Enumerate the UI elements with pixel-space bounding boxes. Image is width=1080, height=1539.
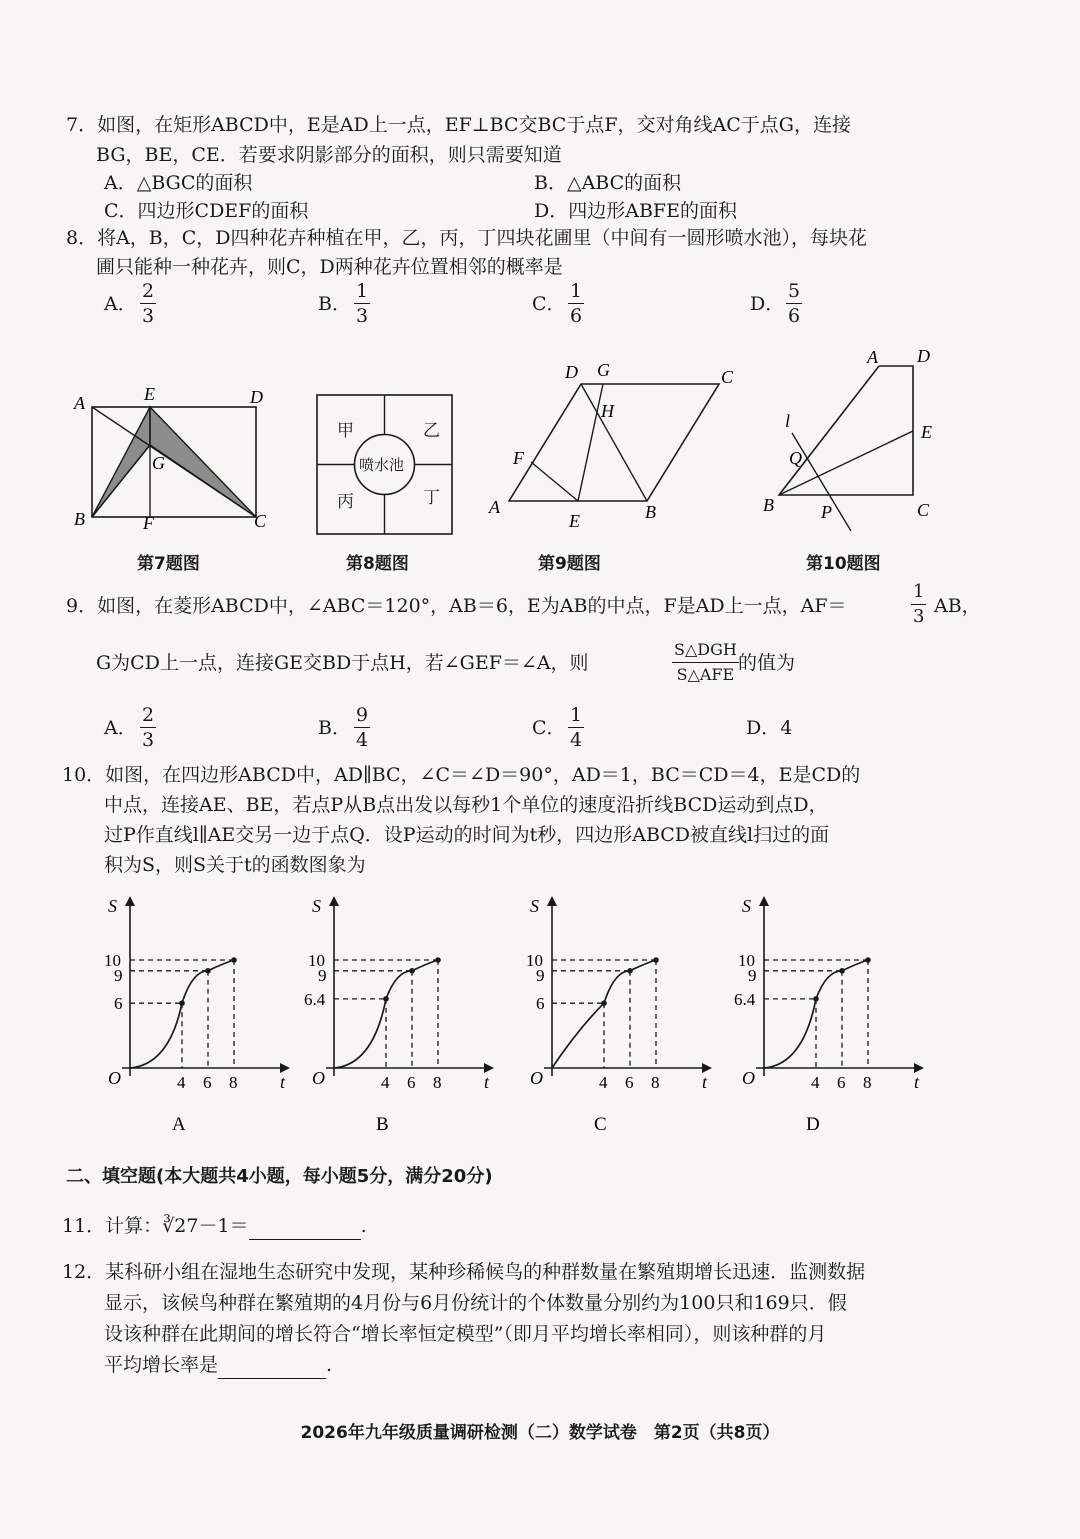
axis-label-s: S (312, 896, 321, 916)
q11-answer-blank (249, 1213, 361, 1240)
q7-line1: 7．如图，在矩形ABCD中，E是AD上一点，EF⊥BC交BC于点F，交对角线AC于点G，连接 (66, 114, 851, 136)
q9-line1: 9．如图，在菱形ABCD中，∠ABC＝120°，AB＝6，E为AB的中点，F是AD上一点，AF＝ (66, 595, 847, 617)
x-tick-4: 4 (599, 1073, 608, 1092)
svg-text:F: F (513, 448, 524, 468)
y-tick-9: 9 (318, 965, 327, 985)
graph-A (104, 896, 290, 1135)
x-tick-6: 6 (837, 1073, 846, 1092)
q9-option-c-label: C． (532, 717, 566, 739)
q10-graphs (0, 890, 1000, 1140)
x-tick-4: 4 (811, 1073, 820, 1092)
curve-point (383, 996, 389, 1002)
graph-option-label: A (172, 1114, 186, 1135)
axis-label-t: t (914, 1072, 920, 1092)
q9-option-d: D．4 (746, 717, 793, 739)
y-tick-mid: 6.4 (734, 989, 756, 1009)
q9-option-b-label: B． (318, 717, 351, 739)
y-tick-10: 10 (526, 951, 543, 970)
x-tick-4: 4 (381, 1073, 390, 1092)
x-tick-4: 4 (177, 1073, 186, 1092)
y-tick-9: 9 (748, 965, 757, 985)
q11-prefix: 11．计算： (62, 1215, 163, 1237)
svg-text:A: A (867, 347, 878, 367)
figure-7 (70, 383, 270, 533)
curve-point (231, 957, 237, 963)
y-tick-9: 9 (536, 965, 545, 985)
svg-text:G: G (152, 453, 165, 473)
q9-line1-tail: AB， (934, 595, 981, 617)
graph-option-label: D (806, 1114, 820, 1135)
svg-text:B: B (74, 509, 85, 529)
curve-point (653, 957, 659, 963)
y-tick-10: 10 (104, 951, 121, 970)
svg-text:C: C (721, 367, 734, 387)
q12-line1: 12．某科研小组在湿地生态研究中发现，某种珍稀候鸟的种群数量在繁殖期增长迅速．监测数据 (62, 1261, 866, 1283)
svg-text:D: D (250, 387, 263, 407)
y-axis-arrow (329, 896, 339, 906)
origin-label: O (108, 1068, 121, 1088)
axis-label-s: S (530, 896, 539, 916)
q9-option-c-fraction: $\frac{1}{4}$ (570, 704, 583, 751)
q8-option-c-label: C． (532, 293, 566, 315)
svg-text:G: G (597, 360, 610, 380)
graph-D (734, 896, 924, 1135)
graph-C (526, 896, 712, 1135)
y-axis-arrow (759, 896, 769, 906)
section-2-title: 二、填空题(本大题共4小题，每小题5分，满分20分) (66, 1166, 493, 1187)
q12-line4-text: 平均增长率是 (104, 1354, 219, 1376)
q11-period: . (360, 1215, 367, 1237)
q12-line2: 显示，该候鸟种群在繁殖期的4月份与6月份统计的个体数量分别约为100只和169只．假 (104, 1292, 847, 1314)
y-tick-mid: 6 (114, 994, 123, 1014)
q8-line1: 8．将A，B，C，D四种花卉种植在甲，乙，丙，丁四块花圃里（中间有一圆形喷水池），每块花 (66, 227, 868, 249)
q8-line2: 圃只能种一种花卉，则C，D两种花卉位置相邻的概率是 (96, 256, 563, 278)
q8-option-d-fraction: $\frac{5}{6}$ (788, 280, 801, 327)
axis-label-s: S (742, 896, 751, 916)
svg-text:Q: Q (789, 448, 802, 468)
graph-option-label: B (376, 1114, 389, 1135)
figure-9-caption: 第9题图 (538, 554, 601, 574)
q12-period: . (326, 1354, 333, 1376)
q9-line2-tail: 的值为 (738, 652, 796, 674)
q8-option-c-fraction: $\frac{1}{6}$ (570, 280, 583, 327)
q11-question (62, 1213, 367, 1240)
x-tick-6: 6 (203, 1073, 212, 1092)
y-tick-mid: 6.4 (304, 989, 326, 1009)
svg-text:A: A (74, 393, 85, 413)
y-tick-9: 9 (114, 965, 123, 985)
curve (764, 960, 868, 1068)
curve (334, 960, 438, 1068)
graph-option-label: C (594, 1114, 607, 1135)
x-tick-8: 8 (651, 1073, 660, 1092)
axis-label-t: t (484, 1072, 490, 1092)
q10-line4: 积为S，则S关于t的函数图象为 (104, 854, 366, 876)
q7-option-c: C．四边形CDEF的面积 (104, 200, 309, 222)
q7-line2: BG，BE，CE．若要求阴影部分的面积，则只需要知道 (96, 144, 562, 166)
figure-8-caption: 第8题图 (346, 554, 409, 574)
figure-8-fountain-label: 喷水池 (359, 456, 405, 474)
curve-point (435, 957, 441, 963)
y-axis-arrow (547, 896, 557, 906)
q8-option-b-fraction: $\frac{1}{3}$ (356, 280, 369, 327)
q8-option-a-fraction: $\frac{2}{3}$ (142, 280, 155, 327)
q8-option-b-label: B． (318, 293, 351, 315)
figure-8-cell-jia: 甲 (337, 421, 354, 441)
curve-point (205, 968, 211, 974)
figure-8-cell-ding: 丁 (423, 488, 440, 508)
q8-option-d-label: D． (750, 293, 785, 315)
curve-point (627, 968, 633, 974)
svg-text:P: P (821, 502, 832, 522)
curve-point (409, 968, 415, 974)
x-tick-8: 8 (433, 1073, 442, 1092)
q10-line2: 中点，连接AE、BE，若点P从B点出发以每秒1个单位的速度沿折线BCD运动到点D， (104, 794, 828, 816)
svg-text:l: l (785, 411, 791, 431)
x-tick-8: 8 (863, 1073, 872, 1092)
svg-text:A: A (489, 497, 500, 517)
origin-label: O (312, 1068, 325, 1088)
y-tick-mid: 6 (536, 994, 545, 1014)
curve-point (865, 957, 871, 963)
q12-line4 (104, 1352, 332, 1379)
figure-8-cell-bing: 丙 (337, 492, 354, 512)
curve-point (179, 1000, 185, 1006)
q12-line3: 设该种群在此期间的增长符合“增长率恒定模型”（即月平均增长率相同），则该种群的月 (104, 1323, 827, 1345)
q12-answer-blank (218, 1352, 326, 1379)
curve-point (839, 968, 845, 974)
svg-text:B: B (645, 502, 656, 522)
q11-expression: ∛27－1＝ (162, 1215, 249, 1237)
q10-line3: 过P作直线l∥AE交另一边于点Q．设P运动的时间为t秒，四边形ABCD被直线l扫过的面 (104, 824, 830, 846)
q9-option-a-label: A． (104, 717, 137, 739)
q9-area-ratio: S△DGH S△AFE (674, 640, 737, 684)
x-tick-6: 6 (625, 1073, 634, 1092)
q7-option-a: A．△BGC的面积 (104, 172, 253, 194)
figure-10 (755, 343, 955, 533)
q7-option-d: D．四边形ABFE的面积 (534, 200, 737, 222)
x-tick-6: 6 (407, 1073, 416, 1092)
svg-text:C: C (254, 511, 267, 531)
svg-text:E: E (921, 422, 932, 442)
q7-option-b: B．△ABC的面积 (534, 172, 682, 194)
axis-label-s: S (108, 896, 117, 916)
axis-label-t: t (280, 1072, 286, 1092)
page-footer: 2026年九年级质量调研检测（二）数学试卷 第2页（共8页） (300, 1423, 780, 1443)
svg-text:E: E (569, 511, 580, 531)
origin-label: O (742, 1068, 755, 1088)
svg-text:D: D (917, 346, 930, 366)
figure-7-caption: 第7题图 (137, 554, 200, 574)
q10-line1: 10．如图，在四边形ABCD中，AD∥BC，∠C＝∠D＝90°，AD＝1，BC＝CD＝4，E是CD的 (62, 764, 861, 786)
origin-label: O (530, 1068, 543, 1088)
svg-text:D: D (565, 362, 578, 382)
q9-af-fraction: $\frac{1}{3}$ (913, 581, 925, 627)
figure-9 (485, 356, 745, 536)
q9-option-a-fraction: $\frac{2}{3}$ (142, 704, 155, 751)
x-tick-8: 8 (229, 1073, 238, 1092)
svg-text:F: F (143, 513, 154, 533)
figure-10-caption: 第10题图 (806, 554, 881, 574)
curve-point (813, 996, 819, 1002)
graph-B (304, 896, 494, 1135)
y-tick-10: 10 (738, 951, 755, 970)
q9-line2: G为CD上一点，连接GE交BD于点H，若∠GEF＝∠A，则 (96, 652, 589, 674)
svg-text:H: H (601, 401, 614, 421)
axis-label-t: t (702, 1072, 708, 1092)
y-axis-arrow (125, 896, 135, 906)
y-tick-10: 10 (308, 951, 325, 970)
svg-text:B: B (763, 495, 774, 515)
q8-option-a-label: A． (104, 293, 137, 315)
q9-option-b-fraction: $\frac{9}{4}$ (356, 704, 369, 751)
curve-point (601, 1000, 607, 1006)
svg-text:C: C (917, 500, 930, 520)
svg-text:E: E (144, 384, 155, 404)
figure-8-cell-yi: 乙 (423, 421, 440, 441)
